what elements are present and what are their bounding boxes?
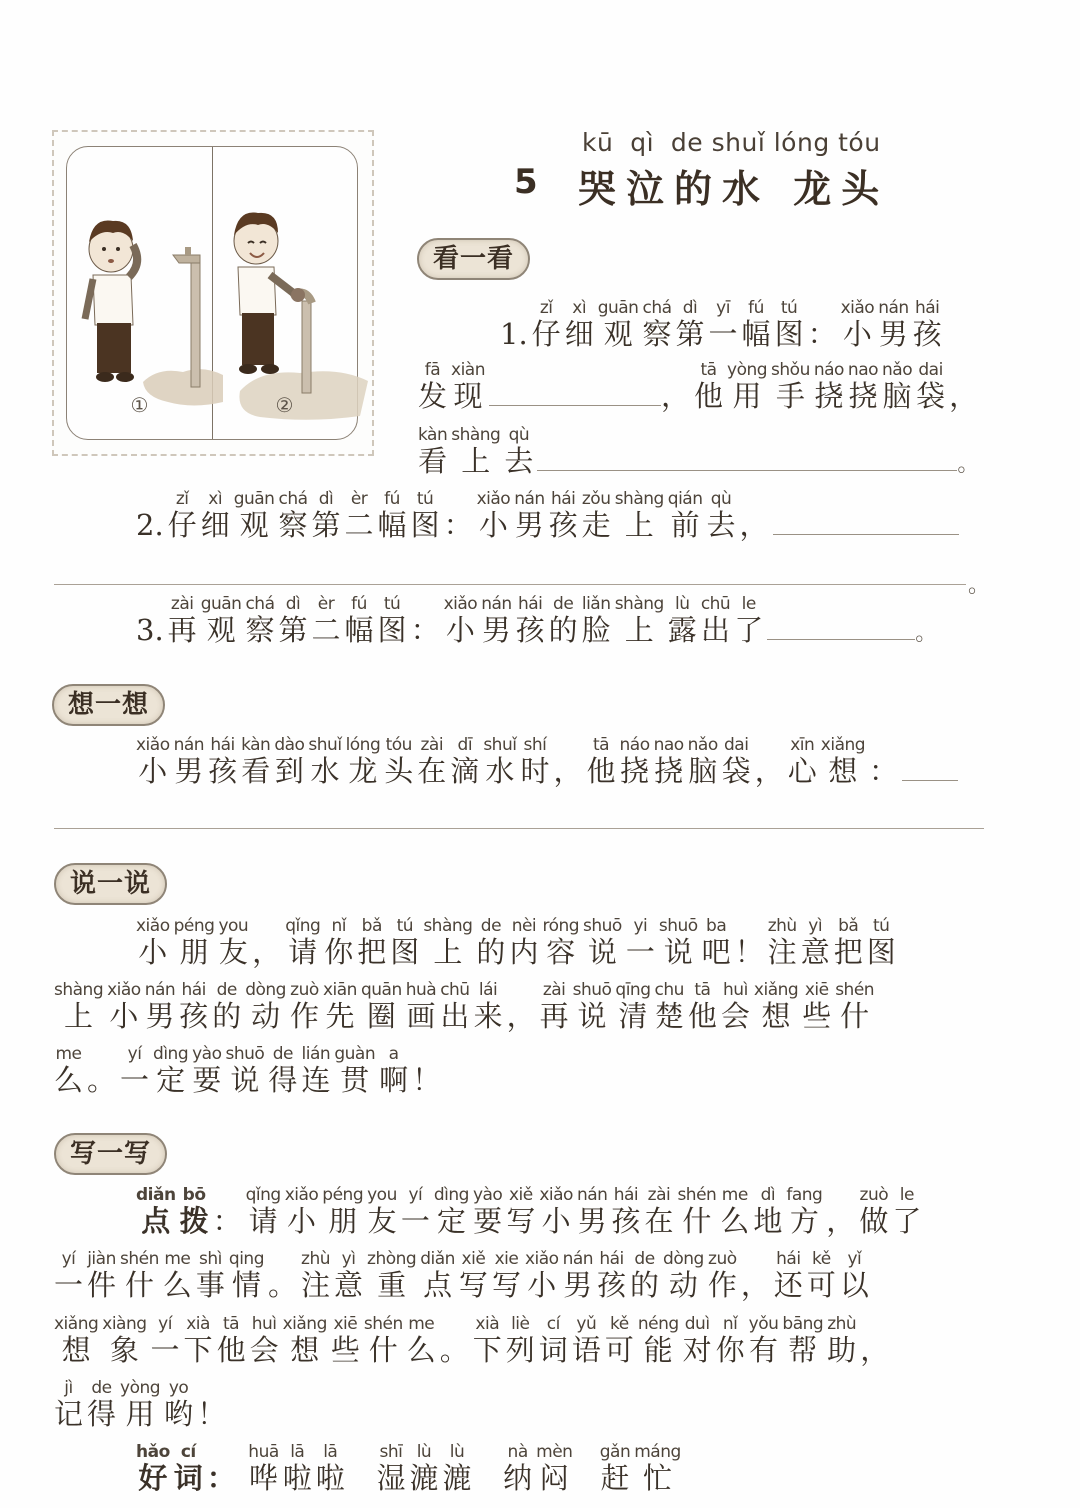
hanzi-with-pinyin: 语yǔ xyxy=(571,1314,601,1367)
hanzi-with-pinyin: 容róng xyxy=(542,916,580,969)
hanzi-with-pinyin: 观guān xyxy=(233,489,275,542)
hanzi-with-pinyin: 哟yo xyxy=(164,1378,194,1431)
look-q3-line xyxy=(136,596,937,649)
hanzi-with-pinyin: 发fā xyxy=(418,360,448,413)
hanzi-with-pinyin: 仔zǐ xyxy=(167,489,197,542)
hanzi-with-pinyin: 什shén xyxy=(677,1185,717,1238)
hanzi-with-pinyin: ！ xyxy=(197,1397,227,1431)
hanzi-with-pinyin: 方fang xyxy=(786,1185,823,1238)
hanzi-with-pinyin: 脑nǎo xyxy=(687,735,718,788)
lesson-title: 哭泣的水 龙头 xyxy=(578,167,890,211)
hanzi-with-pinyin: 闷mèn xyxy=(536,1442,573,1495)
hanzi-with-pinyin: 得de xyxy=(268,1044,298,1097)
hanzi-with-pinyin: 的de xyxy=(212,980,242,1033)
hanzi-with-pinyin: 你nǐ xyxy=(324,916,354,969)
hanzi-with-pinyin: 的de xyxy=(630,1249,660,1302)
hanzi-with-pinyin: 孩hái xyxy=(515,594,545,647)
hanzi-with-pinyin: 写xie xyxy=(491,1249,521,1302)
hanzi-with-pinyin: 挠náo xyxy=(619,735,650,788)
hanzi-with-pinyin: 小xiǎo xyxy=(539,1185,573,1238)
hanzi-with-pinyin: 友you xyxy=(367,1185,397,1238)
hanzi-with-pinyin: 动dòng xyxy=(663,1249,704,1302)
hanzi-with-pinyin: 男nán xyxy=(481,594,512,647)
hanzi-with-pinyin: 什shén xyxy=(120,1249,159,1302)
hanzi-with-pinyin: 助zhù xyxy=(827,1314,857,1367)
hanzi-with-pinyin: 男nán xyxy=(144,980,176,1033)
speak-line-1 xyxy=(136,918,900,971)
hanzi-with-pinyin: 孩hái xyxy=(611,1185,641,1238)
hanzi-with-pinyin: 湿shī xyxy=(376,1442,406,1495)
hanzi-with-pinyin: 男nán xyxy=(514,489,545,542)
hanzi-with-pinyin: 什shén xyxy=(835,980,875,1033)
hanzi-with-pinyin: 一yí xyxy=(120,1044,150,1097)
panel-1 xyxy=(67,147,212,439)
hanzi-with-pinyin: 现xiàn xyxy=(451,360,485,413)
answer-blank-think-b[interactable] xyxy=(54,828,984,829)
hanzi-with-pinyin: 幅fú xyxy=(741,298,771,351)
hanzi-with-pinyin: 写xiě xyxy=(458,1249,488,1302)
hanzi-with-pinyin: 袋dai xyxy=(721,735,751,788)
hanzi-with-pinyin: 图tú xyxy=(774,298,804,351)
hanzi-with-pinyin: 先xiān xyxy=(322,980,357,1033)
panel-2 xyxy=(212,147,357,439)
look-q1-line2a xyxy=(418,360,489,413)
hanzi-with-pinyin: 察chá xyxy=(278,489,308,542)
hanzi-with-pinyin: 察chá xyxy=(642,298,672,351)
hanzi-with-pinyin: 男nán xyxy=(562,1249,594,1302)
hanzi-with-pinyin: 对duì xyxy=(682,1314,712,1367)
hanzi-with-pinyin: 象xiàng xyxy=(102,1314,147,1367)
hanzi-with-pinyin: 观guān xyxy=(597,298,639,351)
section-tag-write: 写一写 xyxy=(54,1133,167,1175)
answer-blank-q2-a[interactable] xyxy=(773,530,959,535)
look-q1-line1 xyxy=(500,300,946,353)
hanzi-with-pinyin: 忙máng xyxy=(634,1442,681,1495)
hanzi-with-pinyin: 点diǎn xyxy=(420,1249,455,1302)
hanzi-with-pinyin: 孩hái xyxy=(548,489,578,542)
illustration-frame xyxy=(52,130,374,456)
look-q1-line2 xyxy=(418,362,982,415)
hanzi-with-pinyin: 清qīng xyxy=(615,980,651,1033)
hanzi-with-pinyin: 作zuò xyxy=(707,1249,737,1302)
hanzi-with-pinyin: 要yào xyxy=(472,1185,503,1238)
hanzi-with-pinyin: 小xiǎo xyxy=(476,489,511,542)
hanzi-with-pinyin: ： xyxy=(807,317,837,351)
hanzi-with-pinyin: 仔zǐ xyxy=(531,298,561,351)
hanzi-with-pinyin: 前qián xyxy=(667,489,703,542)
hanzi-with-pinyin: 的de xyxy=(548,594,578,647)
hanzi-with-pinyin: ： xyxy=(410,613,440,647)
hanzi-with-pinyin: 图tú xyxy=(390,916,420,969)
hanzi-with-pinyin: 图tú xyxy=(866,916,896,969)
hanzi-with-pinyin: 细xì xyxy=(564,298,594,351)
hanzi-with-pinyin: 说shuō xyxy=(572,980,612,1033)
hanzi-with-pinyin: 些xiē xyxy=(802,980,832,1033)
hanzi-with-pinyin: 第dì xyxy=(675,298,705,351)
hanzi-with-pinyin: ！ xyxy=(734,935,764,969)
hanzi-with-pinyin: 一yí xyxy=(400,1185,430,1238)
hanzi-with-pinyin: 啦lā xyxy=(315,1442,345,1495)
hanzi-with-pinyin: 1. xyxy=(500,317,528,351)
hanzi-with-pinyin: 注zhù xyxy=(301,1249,331,1302)
hanzi-with-pinyin: ： xyxy=(443,508,473,542)
hanzi-with-pinyin: ： xyxy=(869,754,899,788)
hanzi-with-pinyin: 袋dai xyxy=(916,360,946,413)
hanzi-with-pinyin: 男nán xyxy=(878,298,909,351)
hanzi-with-pinyin: 水shuǐ xyxy=(483,735,517,788)
hanzi-with-pinyin: 得de xyxy=(87,1378,117,1431)
hanzi-with-pinyin: 事shì xyxy=(195,1249,225,1302)
hanzi-with-pinyin: 把bǎ xyxy=(833,916,863,969)
hanzi-with-pinyin: 说shuō xyxy=(658,916,698,969)
hanzi-with-pinyin: 点diǎn xyxy=(136,1185,176,1238)
hanzi-with-pinyin: 上shàng xyxy=(423,916,473,969)
hanzi-with-pinyin: 么me xyxy=(162,1249,192,1302)
hanzi-with-pinyin: 了le xyxy=(892,1185,922,1238)
hanzi-with-pinyin: 孩hái xyxy=(179,980,209,1033)
hanzi-with-pinyin: 龙lóng xyxy=(345,735,381,788)
hanzi-with-pinyin: 再zài xyxy=(167,594,197,647)
lesson-number: 5 xyxy=(514,162,538,202)
hanzi-with-pinyin: 注zhù xyxy=(767,916,797,969)
hanzi-with-pinyin: 上shàng xyxy=(614,594,664,647)
hanzi-with-pinyin: 的de xyxy=(476,916,506,969)
hanzi-with-pinyin: 出chū xyxy=(440,980,470,1033)
hanzi-with-pinyin: 么me xyxy=(54,1044,84,1097)
hanzi-with-pinyin: 你nǐ xyxy=(715,1314,745,1367)
hanzi-with-pinyin: 。 xyxy=(268,1268,298,1302)
hanzi-with-pinyin: 内nèi xyxy=(509,916,539,969)
hanzi-with-pinyin: 意yì xyxy=(800,916,830,969)
hanzi-with-pinyin: 用yòng xyxy=(727,360,768,413)
hanzi-with-pinyin: 以yǐ xyxy=(839,1249,869,1302)
hanzi-with-pinyin: 观guān xyxy=(200,594,242,647)
hanzi-with-pinyin: 么me xyxy=(720,1185,750,1238)
hanzi-with-pinyin: 二èr xyxy=(344,489,374,542)
hanzi-with-pinyin: 上shàng xyxy=(614,489,664,542)
think-text xyxy=(136,735,902,788)
hanzi-with-pinyin: ， xyxy=(860,1333,890,1367)
hanzi-with-pinyin: 幅fú xyxy=(344,594,374,647)
section-tag-speak: 说一说 xyxy=(54,863,167,905)
hanzi-with-pinyin: 友you xyxy=(218,916,249,969)
hanzi-with-pinyin: 有yǒu xyxy=(748,1314,779,1367)
hanzi-with-pinyin: 记jì xyxy=(54,1378,84,1431)
answer-blank-think-a[interactable] xyxy=(902,776,958,781)
hanzi-with-pinyin: ， xyxy=(949,379,979,413)
hanzi-with-pinyin: 啊a xyxy=(379,1044,409,1097)
hanzi-with-pinyin: 贯guàn xyxy=(334,1044,376,1097)
hanzi-with-pinyin: 还hái xyxy=(773,1249,803,1302)
panel-2-label: ② xyxy=(275,393,294,417)
hanzi-with-pinyin: ： xyxy=(212,1204,242,1238)
hanzi-with-pinyin: 察chá xyxy=(245,594,275,647)
hanzi-with-pinyin: 词cí xyxy=(538,1314,568,1367)
hanzi-with-pinyin: 想xiǎng xyxy=(753,980,799,1033)
hanzi-with-pinyin: 要yào xyxy=(192,1044,222,1097)
hanzi-with-pinyin: 小xiǎo xyxy=(284,1185,319,1238)
hanzi-with-pinyin: 下xià xyxy=(472,1314,502,1367)
boy-turning-off-faucet-illustration xyxy=(220,191,370,431)
panel-1-label: ① xyxy=(130,393,149,417)
think-line xyxy=(136,737,958,790)
write-line-1-text xyxy=(212,1185,926,1238)
hanzi-with-pinyin: 地dì xyxy=(753,1185,783,1238)
hanzi-with-pinyin: 在zài xyxy=(417,735,447,788)
hanzi-with-pinyin: 作zuò xyxy=(289,980,319,1033)
hanzi-with-pinyin: 图tú xyxy=(410,489,440,542)
section-tag-look: 看一看 xyxy=(417,238,530,280)
period: 。 xyxy=(957,452,980,477)
hanzi-with-pinyin: 朋péng xyxy=(173,916,215,969)
hanzi-with-pinyin: 在zài xyxy=(644,1185,674,1238)
hanzi-with-pinyin: ， xyxy=(740,1268,770,1302)
hanzi-with-pinyin: 词cí xyxy=(173,1442,203,1495)
illustration-panels xyxy=(66,146,358,440)
good-word-2 xyxy=(376,1442,475,1495)
hanzi-with-pinyin: 孩hái xyxy=(912,298,942,351)
hanzi-with-pinyin: 头tóu xyxy=(384,735,414,788)
hanzi-with-pinyin: 一yi xyxy=(625,916,655,969)
hanzi-with-pinyin: 漉lù xyxy=(409,1442,439,1495)
hanzi-with-pinyin: 想xiǎng xyxy=(820,735,866,788)
hanzi-with-pinyin: 男nán xyxy=(576,1185,608,1238)
hanzi-with-pinyin: ！ xyxy=(412,1063,442,1097)
good-word-3 xyxy=(503,1442,573,1495)
hanzi-with-pinyin: 连lián xyxy=(301,1044,331,1097)
answer-blank-q2-b[interactable] xyxy=(54,584,966,585)
good-word-4 xyxy=(599,1442,684,1495)
hanzi-with-pinyin: 朋péng xyxy=(322,1185,364,1238)
hanzi-with-pinyin: 时shí xyxy=(520,735,550,788)
hanzi-with-pinyin: 上shàng xyxy=(54,980,104,1033)
hanzi-with-pinyin: 啦lā xyxy=(282,1442,312,1495)
look-q2-text xyxy=(136,489,773,542)
hanzi-with-pinyin: 看kàn xyxy=(241,735,271,788)
look-q1-line3 xyxy=(418,427,979,480)
hanzi-with-pinyin: 一yí xyxy=(54,1249,84,1302)
hanzi-with-pinyin: 挠nao xyxy=(847,360,879,413)
hanzi-with-pinyin: 再zài xyxy=(539,980,569,1033)
write-line-1 xyxy=(136,1187,925,1240)
hanzi-with-pinyin: 出chū xyxy=(700,594,731,647)
hanzi-with-pinyin: 滴dī xyxy=(450,735,480,788)
hanzi-with-pinyin: 什shén xyxy=(363,1314,403,1367)
hanzi-with-pinyin: 小xiǎo xyxy=(443,594,478,647)
hanzi-with-pinyin: 第dì xyxy=(278,594,308,647)
write-line-4 xyxy=(54,1380,230,1433)
hanzi-with-pinyin: 用yòng xyxy=(120,1378,161,1431)
hanzi-with-pinyin: 一yī xyxy=(708,298,738,351)
hanzi-with-pinyin: 心xīn xyxy=(787,735,817,788)
hint-label xyxy=(136,1185,213,1238)
write-line-3 xyxy=(54,1316,893,1369)
hanzi-with-pinyin: 露lù xyxy=(667,594,697,647)
speak-line-2 xyxy=(54,982,878,1035)
hanzi-with-pinyin: 拨bō xyxy=(179,1185,209,1238)
answer-blank-appearance[interactable] xyxy=(537,466,957,471)
hanzi-with-pinyin: 会huì xyxy=(249,1314,279,1367)
good-word-1 xyxy=(248,1442,349,1495)
hanzi-with-pinyin: 幅fú xyxy=(377,489,407,542)
hanzi-with-pinyin: 下xià xyxy=(183,1314,213,1367)
hanzi-with-pinyin: 手shǒu xyxy=(771,360,810,413)
hanzi-with-pinyin: 脑nǎo xyxy=(882,360,913,413)
look-q2-line xyxy=(136,491,959,544)
hanzi-with-pinyin: 想xiǎng xyxy=(282,1314,327,1367)
hanzi-with-pinyin: 了le xyxy=(734,594,764,647)
look-q1-line3-text xyxy=(418,425,537,478)
hanzi-with-pinyin: 孩hái xyxy=(208,735,238,788)
hanzi-with-pinyin: 定dìng xyxy=(433,1185,469,1238)
hanzi-with-pinyin: 定dìng xyxy=(153,1044,189,1097)
hanzi-with-pinyin: 请qǐng xyxy=(245,1185,281,1238)
look-q3-text xyxy=(136,594,767,647)
hanzi-with-pinyin: 。 xyxy=(439,1333,469,1367)
hanzi-with-pinyin: 一yí xyxy=(150,1314,180,1367)
hanzi-with-pinyin: 来lái xyxy=(473,980,503,1033)
hanzi-with-pinyin: ， xyxy=(739,508,769,542)
hanzi-with-pinyin: ， xyxy=(754,754,784,788)
hanzi-with-pinyin: 漉lù xyxy=(442,1442,472,1495)
hanzi-with-pinyin: 请qǐng xyxy=(285,916,321,969)
hanzi-with-pinyin: 能néng xyxy=(637,1314,679,1367)
hanzi-with-pinyin: ， xyxy=(252,935,282,969)
hanzi-with-pinyin: 水shuǐ xyxy=(308,735,342,788)
hanzi-with-pinyin: 会huì xyxy=(720,980,750,1033)
title-pinyin: kū qì de shuǐ lóng tóu xyxy=(582,128,881,157)
hanzi-with-pinyin: 帮bāng xyxy=(782,1314,824,1367)
hanzi-with-pinyin: 画huà xyxy=(405,980,437,1033)
hanzi-with-pinyin: 第dì xyxy=(311,489,341,542)
hanzi-with-pinyin: ： xyxy=(206,1461,236,1495)
hanzi-with-pinyin: 他tā xyxy=(216,1314,246,1367)
hanzi-with-pinyin: 圈quān xyxy=(360,980,402,1033)
write-line-2 xyxy=(54,1251,873,1304)
period: 。 xyxy=(968,573,991,598)
hanzi-with-pinyin: 2. xyxy=(136,508,164,542)
hanzi-with-pinyin: 楚chu xyxy=(654,980,684,1033)
hanzi-with-pinyin: 二èr xyxy=(311,594,341,647)
hanzi-with-pinyin: 他tā xyxy=(694,360,724,413)
section-tag-think: 想一想 xyxy=(52,684,165,726)
hanzi-with-pinyin: 好hǎo xyxy=(136,1442,170,1495)
hanzi-with-pinyin: 说shuō xyxy=(225,1044,265,1097)
hanzi-with-pinyin: 动dòng xyxy=(245,980,286,1033)
hanzi-with-pinyin: 孩hái xyxy=(597,1249,627,1302)
hanzi-with-pinyin: 些xiē xyxy=(330,1314,360,1367)
hanzi-with-pinyin: 走zǒu xyxy=(581,489,611,542)
hanzi-with-pinyin: 哗huā xyxy=(248,1442,279,1495)
hanzi-with-pinyin: 做zuò xyxy=(859,1185,889,1238)
hanzi-with-pinyin: 纳nà xyxy=(503,1442,533,1495)
hanzi-with-pinyin: 去qù xyxy=(706,489,736,542)
hanzi-with-pinyin: 小xiǎo xyxy=(524,1249,559,1302)
hanzi-with-pinyin: 重zhòng xyxy=(367,1249,417,1302)
hanzi-with-pinyin: 小xiǎo xyxy=(840,298,875,351)
hanzi-with-pinyin: 细xì xyxy=(200,489,230,542)
hanzi-with-pinyin: 小xiǎo xyxy=(107,980,141,1033)
hanzi-with-pinyin: 他tā xyxy=(687,980,717,1033)
hanzi-with-pinyin: ， xyxy=(826,1204,856,1238)
hanzi-with-pinyin: ， xyxy=(506,999,536,1033)
good-words-label xyxy=(136,1442,240,1495)
hanzi-with-pinyin: 小xiǎo xyxy=(136,916,170,969)
answer-blank-q3[interactable] xyxy=(767,635,915,640)
hanzi-with-pinyin: 把bǎ xyxy=(357,916,387,969)
hanzi-with-pinyin: 可kě xyxy=(806,1249,836,1302)
hanzi-with-pinyin: 件jiàn xyxy=(87,1249,117,1302)
hanzi-with-pinyin: 写xiě xyxy=(506,1185,536,1238)
hanzi-with-pinyin: 3. xyxy=(136,613,164,647)
hanzi-with-pinyin: 吧ba xyxy=(701,916,731,969)
hanzi-with-pinyin: 。 xyxy=(87,1063,117,1097)
hanzi-with-pinyin: 看kàn xyxy=(418,425,448,478)
hanzi-with-pinyin: 上shàng xyxy=(451,425,501,478)
hanzi-with-pinyin: 图tú xyxy=(377,594,407,647)
hanzi-with-pinyin: ， xyxy=(661,379,691,413)
hanzi-with-pinyin: 可kě xyxy=(604,1314,634,1367)
hanzi-with-pinyin: 脸liǎn xyxy=(581,594,611,647)
hanzi-with-pinyin: 去qù xyxy=(504,425,534,478)
hanzi-with-pinyin: ， xyxy=(553,754,583,788)
speak-line-3 xyxy=(54,1046,445,1099)
answer-blank-discovery[interactable] xyxy=(489,401,661,406)
hanzi-with-pinyin: 他tā xyxy=(586,735,616,788)
hanzi-with-pinyin: 挠nao xyxy=(653,735,684,788)
look-q1-line2b xyxy=(661,360,982,413)
hanzi-with-pinyin: 赶gǎn xyxy=(599,1442,631,1495)
hanzi-with-pinyin: 小xiǎo xyxy=(136,735,170,788)
hanzi-with-pinyin: 列liè xyxy=(505,1314,535,1367)
hanzi-with-pinyin: 意yì xyxy=(334,1249,364,1302)
hanzi-with-pinyin: 情qing xyxy=(228,1249,265,1302)
period: 。 xyxy=(915,621,938,646)
hanzi-with-pinyin: 么me xyxy=(406,1314,436,1367)
hanzi-with-pinyin: 男nán xyxy=(173,735,205,788)
good-words-line xyxy=(136,1444,685,1497)
hanzi-with-pinyin: 想xiǎng xyxy=(54,1314,99,1367)
hanzi-with-pinyin: 到dào xyxy=(274,735,305,788)
hanzi-with-pinyin: 说shuō xyxy=(583,916,622,969)
hanzi-with-pinyin: 挠náo xyxy=(813,360,844,413)
